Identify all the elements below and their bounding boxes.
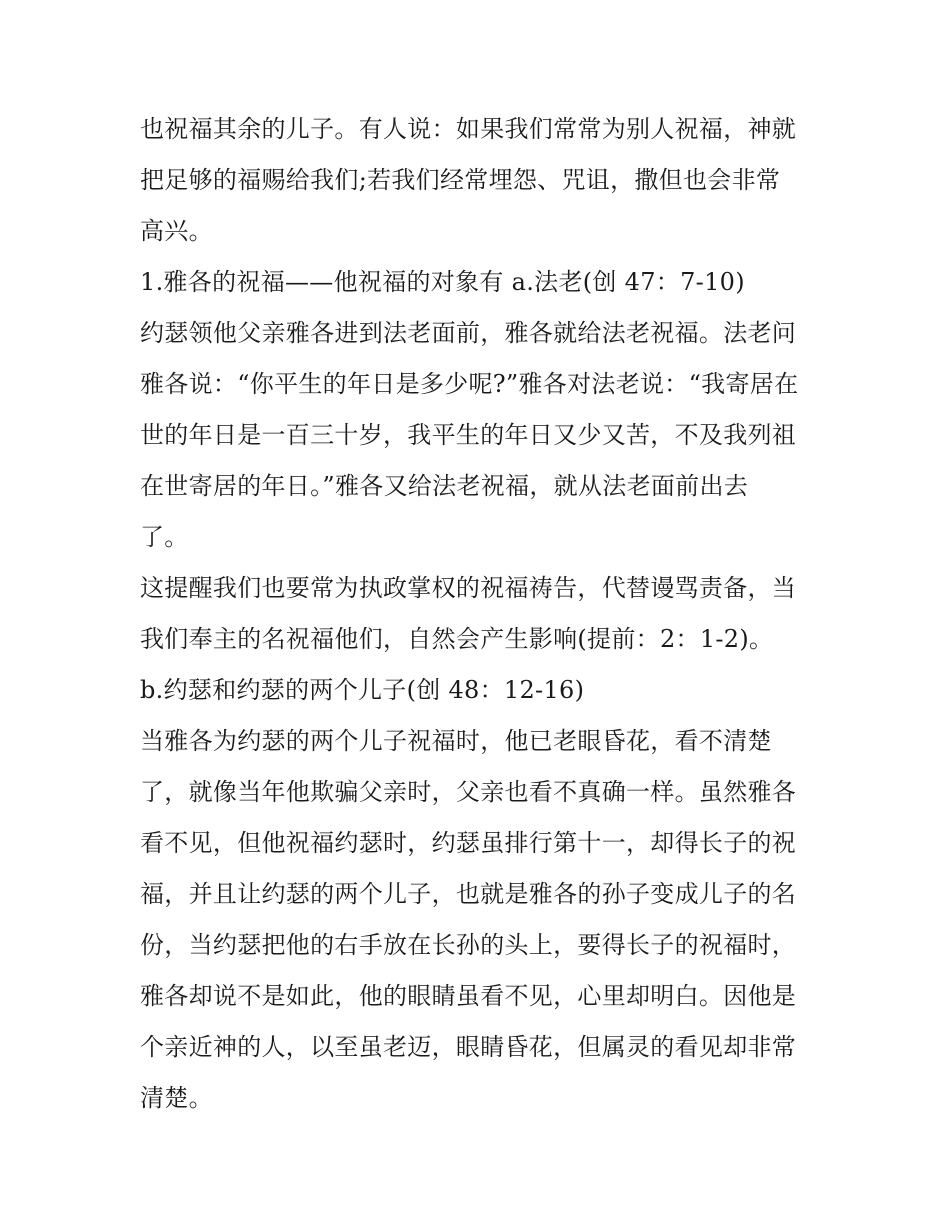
text-line: 世的年日是一百三十岁，我平生的年日又少又苦，不及我列祖 bbox=[140, 421, 797, 449]
text-line: 了，就像当年他欺骗父亲时，父亲也看不真确一样。虽然雅各 bbox=[140, 778, 797, 806]
text-line: 份，当约瑟把他的右手放在长孙的头上，要得长子的祝福时， bbox=[140, 931, 797, 959]
text-line: 约瑟领他父亲雅各进到法老面前，雅各就给法老祝福。法老问 bbox=[140, 319, 797, 347]
text-line: 也祝福其余的儿子。有人说：如果我们常常为别人祝福，神就 bbox=[140, 115, 797, 143]
text-line: 个亲近神的人，以至虽老迈，眼睛昏花，但属灵的看见却非常 bbox=[140, 1033, 797, 1061]
section-heading: 1.雅各的祝福——他祝福的对象有 a.法老(创 47：7-10) bbox=[140, 268, 745, 296]
text-line: 在世寄居的年日。”雅各又给法老祝福，就从法老面前出去 bbox=[140, 472, 749, 500]
text-line: 我们奉主的名祝福他们，自然会产生影响(提前：2：1-2)。 bbox=[140, 625, 774, 653]
text-line: 清楚。 bbox=[140, 1084, 213, 1112]
text-line: 了。 bbox=[140, 523, 189, 551]
text-line: 这提醒我们也要常为执政掌权的祝福祷告，代替谩骂责备，当 bbox=[140, 574, 797, 602]
text-line: 把足够的福赐给我们;若我们经常埋怨、咒诅，撒但也会非常 bbox=[140, 166, 781, 194]
text-line: 看不见，但他祝福约瑟时，约瑟虽排行第十一，却得长子的祝 bbox=[140, 829, 797, 857]
text-line: 雅各却说不是如此，他的眼睛虽看不见，心里却明白。因他是 bbox=[140, 982, 797, 1010]
text-line: 当雅各为约瑟的两个儿子祝福时，他已老眼昏花，看不清楚 bbox=[140, 727, 772, 755]
text-line: 雅各说：“你平生的年日是多少呢?”雅各对法老说：“我寄居在 bbox=[140, 370, 799, 398]
text-line: 高兴。 bbox=[140, 217, 213, 245]
text-line: 福，并且让约瑟的两个儿子，也就是雅各的孙子变成儿子的名 bbox=[140, 880, 797, 908]
section-heading: b.约瑟和约瑟的两个儿子(创 48：12-16) bbox=[140, 676, 585, 704]
